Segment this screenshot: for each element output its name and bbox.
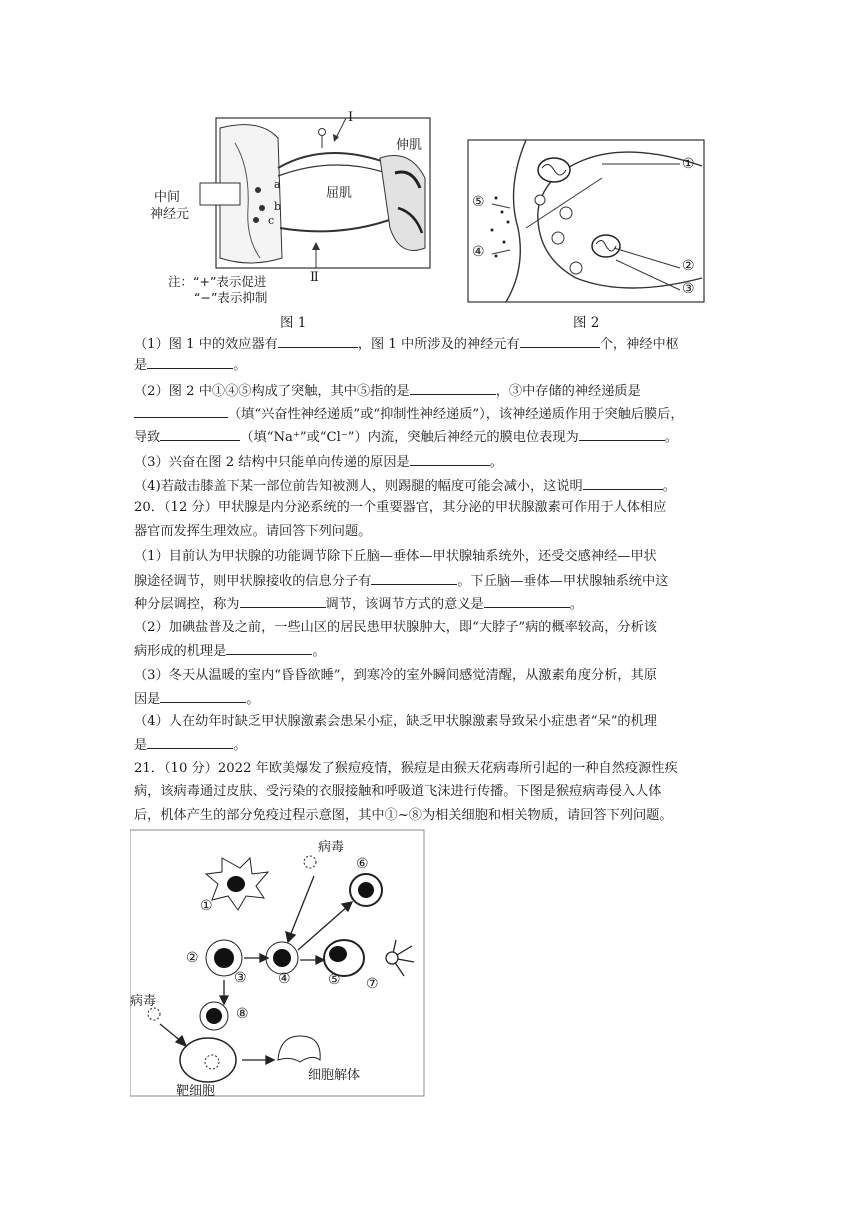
q21-line-1: 21．（10 分）2022 年欧美爆发了猴痘疫情，猴痘是由猴天花病毒所引起的一种自然疫源性疾 [134,761,678,776]
q19-line-4 [134,404,730,425]
answer-blank[interactable] [484,594,570,608]
synapse-diagram [466,138,706,304]
figure-1 [150,108,440,318]
figure2-caption: 图 2 [573,315,600,331]
q20-line-7 [134,641,730,662]
q19-1c: 个，神经中枢 [599,337,679,352]
q20-9: 因是 [134,692,161,707]
q20-line-4 [134,571,730,592]
q19-line-5 [134,427,730,448]
q20-4a: 腺途径调节，则甲状腺接收的信息分子有 [134,574,372,589]
q21-line-2: 病，该病毒通过皮肤、受污染的衣服接触和呼吸道飞沫进行传播。下图是猴痘病毒侵入人体 [134,784,662,799]
q19-5b: （填“Na⁺”或“Cl⁻”）内流，突触后神经元的膜电位表现为 [240,430,579,445]
interneuron-label-1: 中间 [154,190,181,205]
q20-line-10: （4）人在幼年时缺乏甲状腺激素会患呆小症，缺乏甲状腺激素导致呆小症患者“呆”的机理 [134,714,657,729]
q20-9-end: 。 [246,692,260,707]
fig2-label-2: ② [682,258,695,274]
figure1-caption: 图 1 [280,315,307,331]
q20-11: 是 [134,738,148,753]
q19-line-2 [134,355,730,376]
q20-5-end: 。 [569,597,583,612]
fig2-label-1: ① [682,156,695,172]
answer-blank[interactable] [160,427,240,441]
q20-7-end: 。 [312,644,326,659]
label-c: c [268,214,275,227]
q20-5b: 调节，该调节方式的意义是 [325,597,484,612]
figure-2 [466,138,706,304]
answer-blank[interactable] [160,689,246,703]
q19-4: （填“兴奋性神经递质”或“抑制性神经递质”），该神经递质作用于突触后膜后， [228,407,684,422]
q21-line-3: 后，机体产生的部分免疫过程示意图，其中①~⑧为相关细胞和相关物质，请回答下列问题。 [134,808,673,823]
q20-line-3: （1）目前认为甲状腺的功能调节除下丘脑—垂体—甲状腺轴系统外，还受交感神经—甲状 [134,549,657,564]
figure1-note-2: “−”表示抑制 [194,290,268,305]
fig3-num-3: ③ [234,970,247,986]
q19-7: （4)若敲击膝盖下某一部位前告知被测人，则踢腿的幅度可能会减小，这说明 [134,479,583,494]
answer-blank[interactable] [410,452,490,466]
q19-7-end: 。 [662,479,676,494]
immune-process-diagram [130,828,426,1098]
q19-2: 是 [134,358,148,373]
q19-line-1 [134,334,730,355]
label-II: Ⅱ [310,270,319,285]
answer-blank[interactable] [134,404,228,418]
label-I: Ⅰ [348,110,354,125]
lysis-label: 细胞解体 [308,1068,361,1083]
fig3-num-5: ⑤ [328,972,341,988]
q20-5a: 种分层调控，称为 [134,597,240,612]
q20-line-5 [134,594,730,615]
flexor-label: 屈肌 [326,186,353,201]
q20-line-11 [134,735,730,756]
q20-11-end: 。 [233,738,247,753]
q19-line-6 [134,452,730,473]
fig3-num-7: ⑦ [366,976,379,992]
fig3-num-8: ⑧ [236,1006,249,1022]
q19-2-end: 。 [233,358,247,373]
answer-blank[interactable] [371,571,457,585]
q20-line-1: 20．（12 分）甲状腺是内分泌系统的一个重要器官，其分泌的甲状腺激素可作用于人体相应 [134,500,667,515]
q19-6: （3）兴奋在图 2 结构中只能单向传递的原因是 [134,455,410,470]
q19-3a: （2）图 2 中①④⑤构成了突触，其中⑤指的是 [134,384,410,399]
q19-1a: （1）图 1 中的效应器有 [134,337,278,352]
interneuron-label-2: 神经元 [150,207,190,222]
fig3-num-2: ② [186,950,199,966]
q19-3b: ，③中存储的神经递质是 [495,384,641,399]
q20-line-8: （3）冬天从温暖的室内“昏昏欲睡”，到寒冷的室外瞬间感觉清醒，从激素角度分析，其原 [134,668,657,683]
fig3-num-4: ④ [278,971,291,987]
q20-7: 病形成的机理是 [134,644,227,659]
answer-blank[interactable] [520,334,600,348]
label-b: b [274,200,282,213]
q20-line-9 [134,689,730,710]
answer-blank[interactable] [226,641,312,655]
fig3-num-1: ① [200,898,213,914]
fig2-label-3: ③ [682,281,695,297]
answer-blank[interactable] [410,381,496,395]
figure1-note-1: 注：“+”表示促进 [168,274,267,289]
q19-line-7 [134,476,730,497]
figure-3 [130,828,426,1098]
q20-line-2: 器官而发挥生理效应。请回答下列问题。 [134,524,372,539]
q19-5a: 导致 [134,430,161,445]
label-a: a [274,178,281,191]
answer-blank[interactable] [579,427,665,441]
q19-line-3 [134,381,730,402]
answer-blank[interactable] [147,735,233,749]
q19-6-end: 。 [489,455,503,470]
fig2-label-5: ⑤ [472,194,485,210]
answer-blank[interactable] [583,476,663,490]
fig2-label-4: ④ [472,244,485,260]
fig3-num-6: ⑥ [356,856,369,872]
q19-5-end: 。 [664,430,678,445]
virus-label-left: 病毒 [130,994,157,1009]
q20-4b: 。下丘脑—垂体—甲状腺轴系统中这 [457,574,669,589]
q19-1b: ，图 1 中所涉及的神经元有 [357,337,520,352]
q20-line-6: （2）加碘盐普及之前，一些山区的居民患甲状腺肿大，即“大脖子”病的概率较高，分析该 [134,620,657,635]
answer-blank[interactable] [278,334,358,348]
answer-blank[interactable] [240,594,326,608]
target-cell-label: 靶细胞 [176,1084,216,1099]
extensor-label: 伸肌 [396,138,423,153]
answer-blank[interactable] [147,355,233,369]
virus-label-top: 病毒 [318,840,345,855]
